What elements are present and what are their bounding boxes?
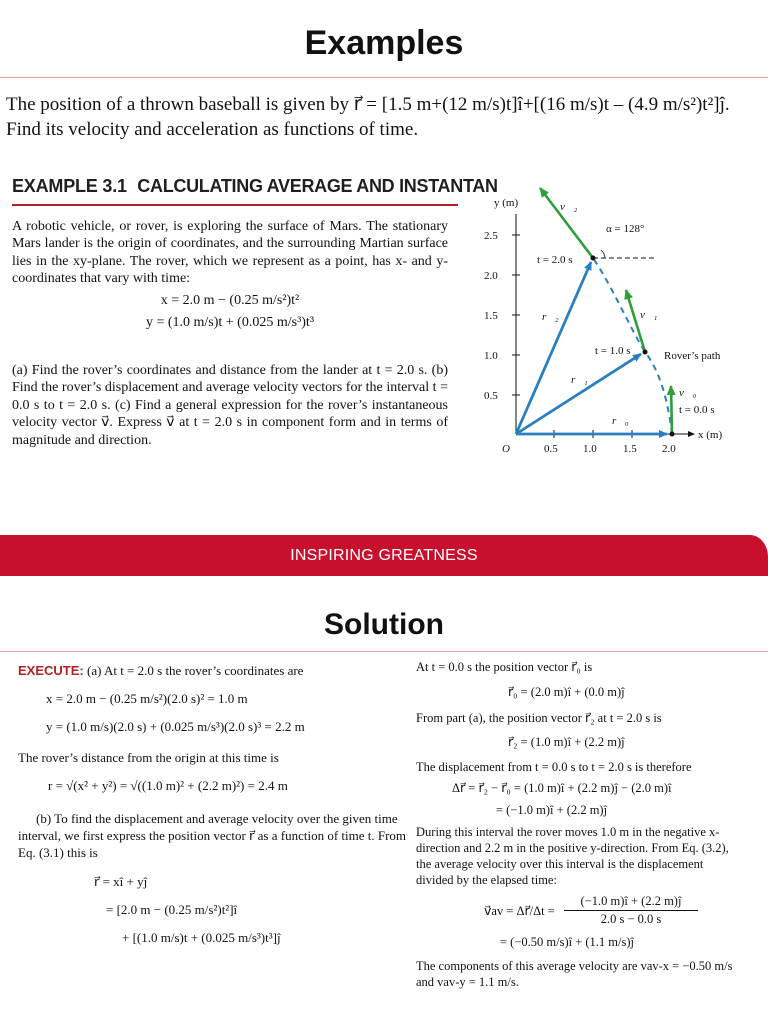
- example-equation-x: x = 2.0 m − (0.25 m/s²)t²: [160, 292, 300, 308]
- label-v0: v⃗₀: [679, 387, 697, 399]
- banner-text: INSPIRING GREATNESS: [290, 546, 478, 564]
- x-axis-label: x (m): [698, 429, 723, 441]
- execute-label: EXECUTE:: [18, 663, 84, 678]
- execute-part-a: [18, 662, 398, 679]
- y-tick-label: 2.0: [484, 270, 498, 282]
- avg-velocity-result: = (−0.50 m/s)î + (1.1 m/s)ĵ: [500, 935, 634, 949]
- example-questions: (a) Find the rover’s coordinates and distance from the lander at t = 2.0 s. (b) Find the rover’s displacement and average velocity vectors for the interval t = 0.0 s to t = 2.0 s. (c) Find a general expression for the rover’s instantaneous velocity vector v⃗. Express v⃗ at t = 2.0 s in component form and in terms of magnitude and direction.: [12, 363, 448, 448]
- label-r0: r⃗₀: [612, 415, 629, 427]
- slide-title-solution: Solution: [324, 608, 444, 641]
- rover-path-diagram: [468, 176, 758, 466]
- r0-eq: r⃗₀ = (2.0 m)î + (0.0 m)ĵ: [508, 685, 625, 699]
- y-tick-label: 2.5: [484, 230, 498, 242]
- displacement-eq: Δr⃗ = r⃗₂ − r⃗₀ = (1.0 m)î + (2.2 m)ĵ − (2.0 m)î: [452, 781, 672, 795]
- y-tick-label: 0.5: [484, 390, 498, 402]
- label-v2: v⃗₂: [560, 201, 578, 213]
- part-a-intro: (a) At t = 2.0 s the rover’s coordinates are: [86, 663, 304, 678]
- point-t1: [643, 350, 648, 355]
- x-tick-label: 2.0: [662, 443, 676, 455]
- label-t0: t = 0.0 s: [679, 404, 715, 416]
- position-vector-eq-y: + [(1.0 m/s)t + (0.025 m/s³)t³]ĵ: [122, 930, 281, 945]
- example-divider: [12, 204, 458, 206]
- velocity-vector-v2: [540, 188, 593, 258]
- velocity-vector-v0: [671, 386, 672, 434]
- problem-statement: The position of a thrown baseball is given by r⃗ = [1.5 m+(12 m/s)t]î+[(16 m/s)t – (4.9 m/s²)t²]ĵ. Find its velocity and acceleration as functions of time.: [6, 94, 730, 140]
- x-tick-label: 0.5: [544, 443, 558, 455]
- example-body: [12, 218, 448, 336]
- example-equation-y: y = (1.0 m/s)t + (0.025 m/s³)t³: [145, 314, 315, 330]
- label-t1: t = 1.0 s: [595, 345, 631, 357]
- position-vector-r2: [516, 262, 591, 434]
- x-tick-label: 1.5: [623, 443, 637, 455]
- label-r2: r⃗₂: [542, 311, 559, 323]
- slide-title-examples: Examples: [304, 24, 464, 62]
- displacement-eq-result: = (−1.0 m)î + (2.2 m)ĵ: [496, 803, 608, 817]
- y-tick-label: 1.5: [484, 310, 498, 322]
- r2-eq: r⃗₂ = (1.0 m)î + (2.2 m)ĵ: [508, 735, 625, 749]
- r2-intro: From part (a), the position vector r⃗₂ at t = 2.0 s is: [416, 711, 662, 725]
- distance-intro: The rover’s distance from the origin at this time is: [18, 750, 279, 765]
- position-vector-eq-x: = [2.0 m − (0.25 m/s²)t²]î: [106, 902, 238, 917]
- solution-eq-r: r = √(x² + y²) = √((1.0 m)² + (2.2 m)²) = 2.4 m: [48, 778, 288, 793]
- solution-eq-x: x = 2.0 m − (0.25 m/s²)(2.0 s)² = 1.0 m: [46, 691, 248, 706]
- x-tick-label: 1.0: [583, 443, 597, 455]
- average-velocity-intro: During this interval the rover moves 1.0 m in the negative x-direction and 2.2 m in the positive y-direction. From Eq. (3.2), the average velocity over this interval is the displacement divided by the elapsed time:: [416, 825, 729, 887]
- label-r1: r⃗₁: [571, 374, 588, 386]
- example-number: EXAMPLE 3.1: [12, 176, 127, 196]
- origin-label: O: [502, 443, 510, 455]
- avg-velocity-fraction: [564, 893, 698, 927]
- r0-intro: At t = 0.0 s the position vector r⃗₀ is: [416, 660, 593, 674]
- example-intro: A robotic vehicle, or rover, is exploring the surface of Mars. The stationary Mars lander is the origin of coordinates, and the surrounding Martian surface lies in the xy-plane. The rover, which we represent as a point, has x- and y-coordinates that vary with time:: [12, 219, 448, 287]
- example-header: [12, 176, 498, 204]
- solution-divider: [0, 651, 768, 652]
- position-vector-eq: r⃗ = xî + yĵ: [94, 874, 148, 889]
- label-t2: t = 2.0 s: [537, 254, 573, 266]
- label-alpha: α = 128°: [606, 223, 645, 235]
- displacement-intro: The displacement from t = 0.0 s to t = 2.0 s is therefore: [416, 760, 692, 774]
- inspiring-greatness-banner: [0, 535, 768, 576]
- avg-velocity-components: The components of this average velocity are vav-x = −0.50 m/s and vav-y = 1.1 m/s.: [416, 959, 733, 989]
- solution-eq-y: y = (1.0 m/s)(2.0 s) + (0.025 m/s³)(2.0 s)³ = 2.2 m: [46, 719, 305, 734]
- y-tick-label: 1.0: [484, 350, 498, 362]
- avg-velocity-denominator: 2.0 s − 0.0 s: [600, 912, 662, 926]
- example-title: CALCULATING AVERAGE AND INSTANTAN: [137, 176, 498, 196]
- avg-velocity-numerator: (−1.0 m)î + (2.2 m)ĵ: [564, 893, 698, 911]
- title-divider: [0, 77, 768, 78]
- point-t0: [670, 432, 675, 437]
- avg-velocity-lhs: v⃗av = Δr⃗/Δt =: [484, 904, 555, 918]
- y-axis-label: y (m): [494, 197, 519, 209]
- point-t2: [591, 256, 596, 261]
- label-rovers-path: Rover’s path: [664, 350, 721, 362]
- label-v1: v⃗₁: [640, 309, 658, 321]
- part-b-intro: (b) To find the displacement and average velocity over the given time interval, we first express the position vector r⃗ as a function of time t. From Eq. (3.1) this is: [18, 811, 407, 860]
- banner-corner-shape: [720, 535, 768, 576]
